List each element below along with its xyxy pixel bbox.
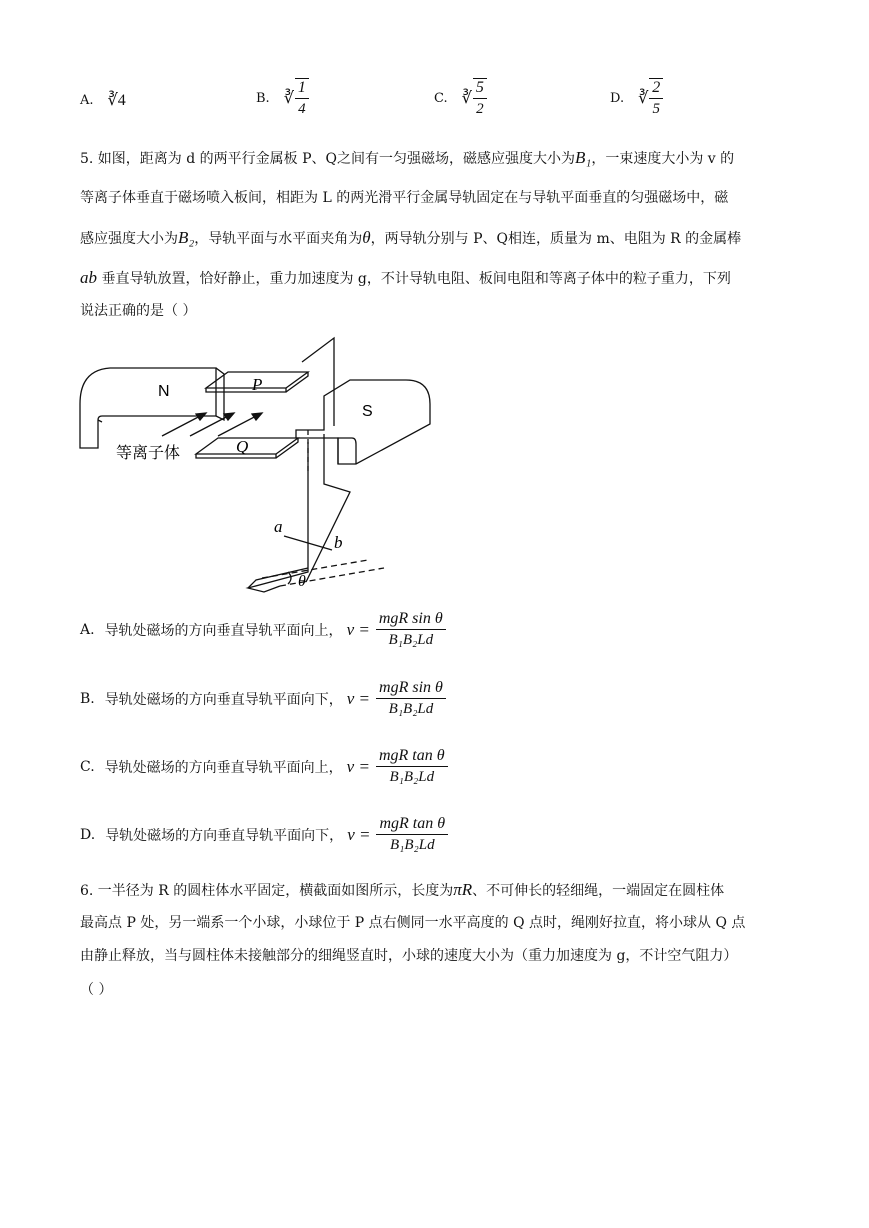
q5-line-2: 等离子体垂直于磁场喷入板间，相距为 L 的两光滑平行金属导轨固定在与导轨平面垂直的匀强磁场中，磁: [80, 190, 729, 206]
q6-text: 6. 一半径为 R 的圆柱体水平固定，横截面如图所示，长度为: [80, 883, 454, 899]
cube-root: ∛4: [107, 92, 126, 109]
numerator: mgR sin θ: [376, 610, 446, 630]
cube-root: ∛: [461, 90, 472, 107]
q4-option-d: [610, 78, 663, 118]
q5-choice-b: [80, 679, 446, 718]
label-q: Q: [236, 437, 249, 456]
symbol-b2: B₂: [178, 228, 195, 247]
q6-line-4: （ ）: [80, 982, 113, 998]
q5-line-3: [80, 228, 820, 249]
denominator: B₁B₂Ld: [388, 632, 434, 648]
denominator: 4: [298, 101, 306, 117]
q6-text: 、不可伸长的轻细绳，一端固定在圆柱体: [472, 883, 725, 899]
fraction: [473, 78, 487, 118]
q5-line-4: [80, 268, 820, 289]
label-b: b: [334, 533, 343, 552]
q5-choice-a: [80, 610, 446, 649]
formula-fraction: [376, 610, 446, 649]
numerator: mgR tan θ: [376, 815, 448, 835]
q4-option-b: [256, 78, 309, 118]
q6-line-3: 由静止释放，当与圆柱体未接触部分的细绳竖直时，小球的速度大小为（重力加速度为 g，不计空气阻力）: [80, 948, 738, 964]
q5-text: ，两导轨分别与 P、Q相连，质量为 m、电阻为 R 的金属棒: [370, 231, 742, 247]
choice-label: B.: [80, 690, 95, 707]
numerator: 2: [649, 79, 663, 99]
equation-lhs: v =: [346, 756, 370, 776]
numerator: 1: [295, 79, 309, 99]
choice-text: 导轨处磁场的方向垂直导轨平面向上，: [104, 759, 343, 776]
denominator: 2: [476, 101, 484, 117]
fraction: [295, 78, 309, 118]
symbol-ab: ab: [80, 268, 97, 287]
choice-text: 导轨处磁场的方向垂直导轨平面向上，: [104, 622, 343, 639]
rail-plane-top: [302, 338, 334, 426]
magnet-rail-figure: [76, 334, 436, 596]
denominator: B₁B₂Ld: [389, 837, 435, 853]
formula-fraction: [376, 815, 448, 854]
q6-line-2: 最高点 P 处，另一端系一个小球，小球位于 P 点右侧同一水平高度的 Q 点时，绳刚好拉直，将小球从 Q 点: [80, 915, 746, 931]
label-plasma: 等离子体: [116, 443, 181, 462]
denominator: 5: [652, 101, 661, 117]
q6-line-1: [80, 880, 820, 901]
label-n: N: [158, 383, 170, 400]
equation-lhs: v =: [346, 619, 370, 639]
denominator: B₁B₂Ld: [389, 769, 435, 785]
equation-lhs: v =: [347, 824, 371, 844]
equation-lhs: v =: [346, 688, 371, 708]
fraction: [649, 78, 663, 118]
rail-right: [306, 434, 350, 582]
label-theta: θ: [298, 573, 306, 590]
arrow-3-head: [252, 413, 262, 420]
numerator: mgR sin θ: [376, 679, 446, 699]
q5-choice-c: [80, 747, 448, 786]
numerator: 5: [473, 79, 487, 99]
q5-line-1: [80, 148, 820, 169]
label-s: S: [362, 403, 373, 420]
q4-option-a: [80, 90, 126, 110]
option-label: B.: [256, 90, 270, 106]
label-p: P: [252, 375, 263, 394]
formula-fraction: [376, 747, 448, 786]
cube-root: ∛: [283, 90, 294, 107]
choice-label: A.: [80, 621, 95, 638]
label-a: a: [274, 517, 283, 536]
n-magnet: [80, 368, 216, 448]
formula-fraction: [376, 679, 446, 718]
symbol-pi-r: πR: [453, 880, 473, 899]
theta-arc: [288, 572, 291, 584]
choice-text: 导轨处磁场的方向垂直导轨平面向下，: [105, 827, 344, 844]
q5-text: 5. 如图，距离为 d 的两平行金属板 P、Q之间有一匀强磁场，磁感应强度大小为: [80, 151, 576, 167]
q4-option-c: [434, 78, 487, 118]
cube-root: ∛: [638, 90, 649, 107]
q5-text: 垂直导轨放置，恰好静止，重力加速度为 g，不计导轨电阻、板间电阻和等离子体中的粒子重力，下列: [97, 271, 731, 287]
q5-choice-d: [80, 815, 448, 854]
arrow-2-head: [224, 413, 234, 420]
choice-label: C.: [80, 758, 95, 775]
q5-text: 感应强度大小为: [80, 231, 178, 247]
choice-text: 导轨处磁场的方向垂直导轨平面向下，: [104, 691, 343, 708]
s-magnet-inner: [338, 438, 356, 464]
q5-line-5: 说法正确的是（ ）: [80, 303, 197, 319]
choice-label: D.: [80, 826, 96, 843]
option-label: C.: [434, 90, 448, 106]
symbol-b1: B₁: [575, 148, 592, 167]
denominator: B₁B₂Ld: [388, 701, 434, 717]
s-magnet: [296, 380, 430, 464]
q5-text: ，一束速度大小为 v 的: [591, 151, 735, 167]
symbol-theta: θ: [362, 228, 371, 247]
option-label: A.: [80, 92, 94, 108]
numerator: mgR tan θ: [376, 747, 448, 767]
option-label: D.: [610, 90, 625, 106]
q5-text: ，导轨平面与水平面夹角为: [194, 231, 363, 247]
